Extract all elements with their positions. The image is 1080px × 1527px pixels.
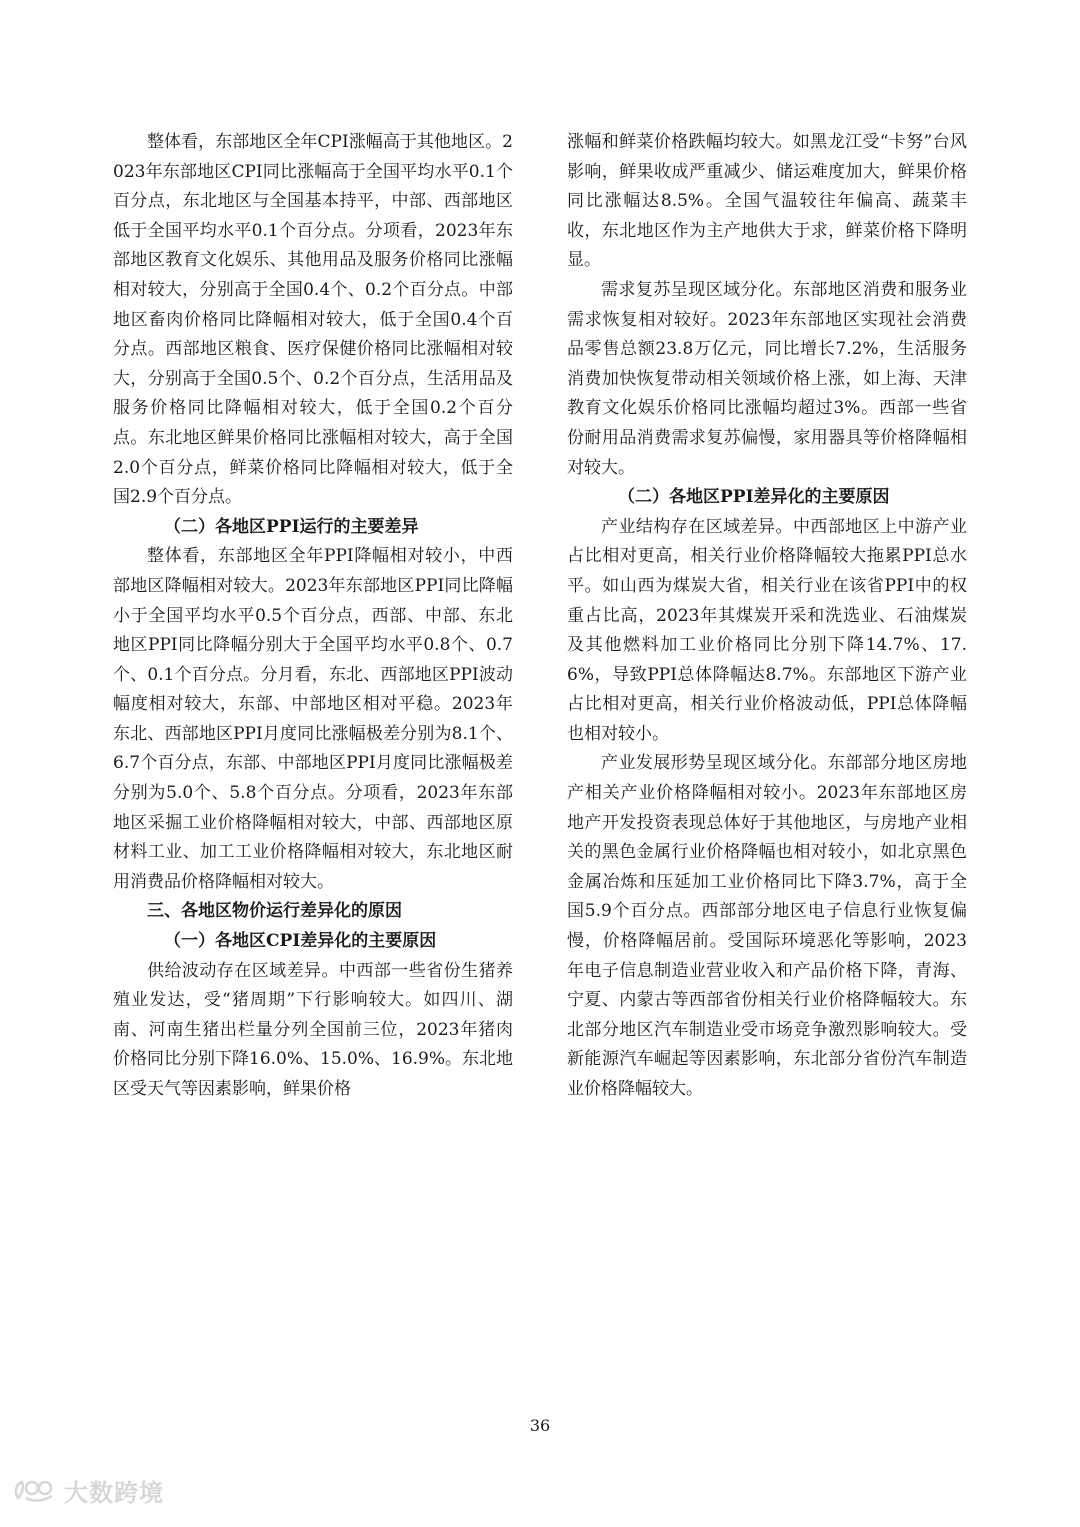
paragraph-cpi-overview: 整体看，东部地区全年CPI涨幅高于其他地区。2023年东部地区CPI同比涨幅高于全国平均水平0.1个百分点，东北地区与全国基本持平，中部、西部地区低于全国平均水平0.1个百分点。分项看，2023年东部地区教育文化娱乐、其他用品及服务价格同比涨幅相对较大，分别高于全国0.4个、0.2个百分点。中部地区畜肉价格同比降幅相对较大，低于全国0.4个百分点。西部地区粮食、医疗保健价格同比涨幅相对较大，分别高于全国0.5个、0.2个百分点，生活用品及服务价格同比降幅相对较大，低于全国0.2个百分点。东北地区鲜果价格同比涨幅相对较大，高于全国2.0个百分点，鲜菜价格同比降幅相对较大，低于全国2.9个百分点。 [113, 132, 513, 508]
logo-icon [12, 1476, 56, 1504]
left-column [113, 128, 513, 1105]
paragraph-industry-development: 产业发展形势呈现区域分化。东部部分地区房地产相关产业价格降幅相对较小。2023年东部地区房地产开发投资表现总体好于其他地区，与房地产业相关的黑色金属行业价格降幅也相对较小，如北京黑色金属冶炼和压延加工业价格同比下降3.7%，高于全国5.9个百分点。西部部分地区电子信息行业恢复偏慢，价格降幅居前。受国际环境恶化等影响，2023年电子信息制造业营业收入和产品价格下降，青海、宁夏、内蒙古等西部省份相关行业价格降幅较大。东北部分地区汽车制造业受市场竞争激烈影响较大。受新能源汽车崛起等因素影响，东北部分省份汽车制造业价格降幅较大。 [567, 753, 967, 1099]
right-column [567, 128, 967, 1105]
paragraph-industry-structure: 产业结构存在区域差异。中西部地区上中游产业占比相对更高，相关行业价格降幅较大拖累PPI总水平。如山西为煤炭大省，相关行业在该省PPI中的权重占比高，2023年其煤炭开采和洗选业、石油煤炭及其他燃料加工业价格同比分别下降14.7%、17.6%，导致PPI总体降幅达8.7%。东部地区下游产业占比相对更高，相关行业价格波动低，PPI总体降幅也相对较小。 [567, 516, 967, 744]
watermark-text: 大数跨境 [64, 1478, 164, 1507]
paragraph-demand-recovery: 需求复苏呈现区域分化。东部地区消费和服务业需求恢复相对较好。2023年东部地区实现社会消费品零售总额23.8万亿元，同比增长7.2%，生活服务消费加快恢复带动相关领域价格上涨，如上海、天津教育文化娱乐价格同比涨幅均超过3%。西部一些省份耐用品消费需求复苏偏慢，家用器具等价格降幅相对较大。 [567, 279, 967, 478]
page-number: 36 [529, 1416, 551, 1435]
watermark [12, 1470, 164, 1510]
heading-cpi-reasons: （一）各地区CPI差异化的主要原因 [164, 931, 437, 952]
heading-section-three: 三、各地区物价运行差异化的原因 [147, 901, 402, 922]
heading-ppi-differences: （二）各地区PPI运行的主要差异 [164, 516, 419, 537]
paragraph-supply-fluctuation: 供给波动存在区域差异。中西部一些省份生猪养殖业发达，受“猪周期”下行影响较大。如四川、湖南、河南生猪出栏量分列全国前三位，2023年猪肉价格同比分别下降16.0%、15.0%、16.9%。东北地区受天气等因素影响，鲜果价格 [113, 960, 514, 1099]
paragraph-ppi-overview: 整体看，东部地区全年PPI降幅相对较小，中西部地区降幅相对较大。2023年东部地区PPI同比降幅小于全国平均水平0.5个百分点，西部、中部、东北地区PPI同比降幅分别大于全国平均水平0.8个、0.7个、0.1个百分点。分月看，东北、西部地区PPI波动幅度相对较大，东部、中部地区相对平稳。2023年东北、西部地区PPI月度同比涨幅极差分别为8.1个、6.7个百分点，东部、中部地区PPI月度同比涨幅极差分别为5.0个、5.8个百分点。分项看，2023年东部地区采掘工业价格降幅相对较大，中部、西部地区原材料工业、加工工业价格降幅相对较大，东北地区耐用消费品价格降幅相对较大。 [113, 546, 513, 892]
paragraph-supply-continued: 涨幅和鲜菜价格跌幅均较大。如黑龙江受“卡努”台风影响，鲜果收成严重减少、储运难度加大，鲜果价格同比涨幅达8.5%。全国气温较往年偏高、蔬菜丰收，东北地区作为主产地供大于求，鲜菜价格下降明显。 [567, 132, 967, 271]
heading-ppi-reasons: （二）各地区PPI差异化的主要原因 [618, 487, 890, 508]
